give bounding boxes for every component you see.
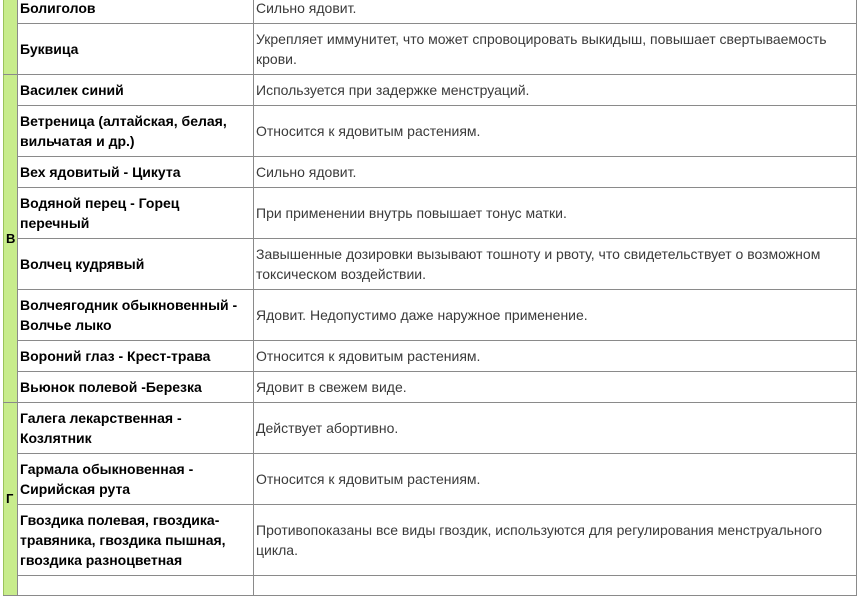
plant-name: Гвоздика полевая, гвоздика-травяника, гвоздика пышная, гвоздика разноцветная (18, 505, 254, 576)
plant-name: Вороний глаз - Крест-трава (18, 341, 254, 372)
table-row (4, 24, 857, 75)
table-row (4, 454, 857, 505)
plant-name: Вех ядовитый - Цикута (18, 157, 254, 188)
plant-description: Ядовит. Недопустимо даже наружное применение. (254, 290, 857, 341)
plant-description (254, 576, 857, 596)
table-row (4, 106, 857, 157)
table-row (4, 0, 857, 24)
plant-name: Галега лекарственная - Козлятник (18, 403, 254, 454)
plant-name: Гармала обыкновенная - Сирийская рута (18, 454, 254, 505)
plant-description: Противопоказаны все виды гвоздик, используются для регулирования менструального цикла. (254, 505, 857, 576)
table-row (4, 576, 857, 596)
table-row (4, 188, 857, 239)
plant-name: Волчец кудрявый (18, 239, 254, 290)
table-row (4, 341, 857, 372)
plant-description: Используется при задержке менструаций. (254, 75, 857, 106)
plant-description: Ядовит в свежем виде. (254, 372, 857, 403)
table-row (4, 75, 857, 106)
plant-description: Сильно ядовит. (254, 157, 857, 188)
plant-description: Действует абортивно. (254, 403, 857, 454)
plant-name: Болиголов (18, 0, 254, 24)
plant-description: Сильно ядовит. (254, 0, 857, 24)
plant-description: При применении внутрь повышает тонус матки. (254, 188, 857, 239)
plant-description: Укрепляет иммунитет, что может спровоцировать выкидыш, повышает свертываемость крови. (254, 24, 857, 75)
plant-name: Вьюнок полевой -Березка (18, 372, 254, 403)
plant-name: Водяной перец - Горец перечный (18, 188, 254, 239)
plant-name (18, 576, 254, 596)
plant-description: Относится к ядовитым растениям. (254, 454, 857, 505)
table-row (4, 239, 857, 290)
table-row (4, 290, 857, 341)
poisonous-plants-table (3, 0, 857, 596)
letter-cell (4, 0, 18, 75)
letter-cell: В (4, 75, 18, 403)
letter-cell: Г (4, 403, 18, 596)
plant-description: Относится к ядовитым растениям. (254, 106, 857, 157)
table-row (4, 372, 857, 403)
table-row (4, 157, 857, 188)
table-row (4, 403, 857, 454)
plant-name: Василек синий (18, 75, 254, 106)
plant-name: Ветреница (алтайская, белая, вильчатая и др.) (18, 106, 254, 157)
table-row (4, 505, 857, 576)
plant-name: Волчеягодник обыкновенный - Волчье лыко (18, 290, 254, 341)
plant-description: Завышенные дозировки вызывают тошноту и рвоту, что свидетельствует о возможном токсическом воздействии. (254, 239, 857, 290)
plant-name: Буквица (18, 24, 254, 75)
plant-description: Относится к ядовитым растениям. (254, 341, 857, 372)
